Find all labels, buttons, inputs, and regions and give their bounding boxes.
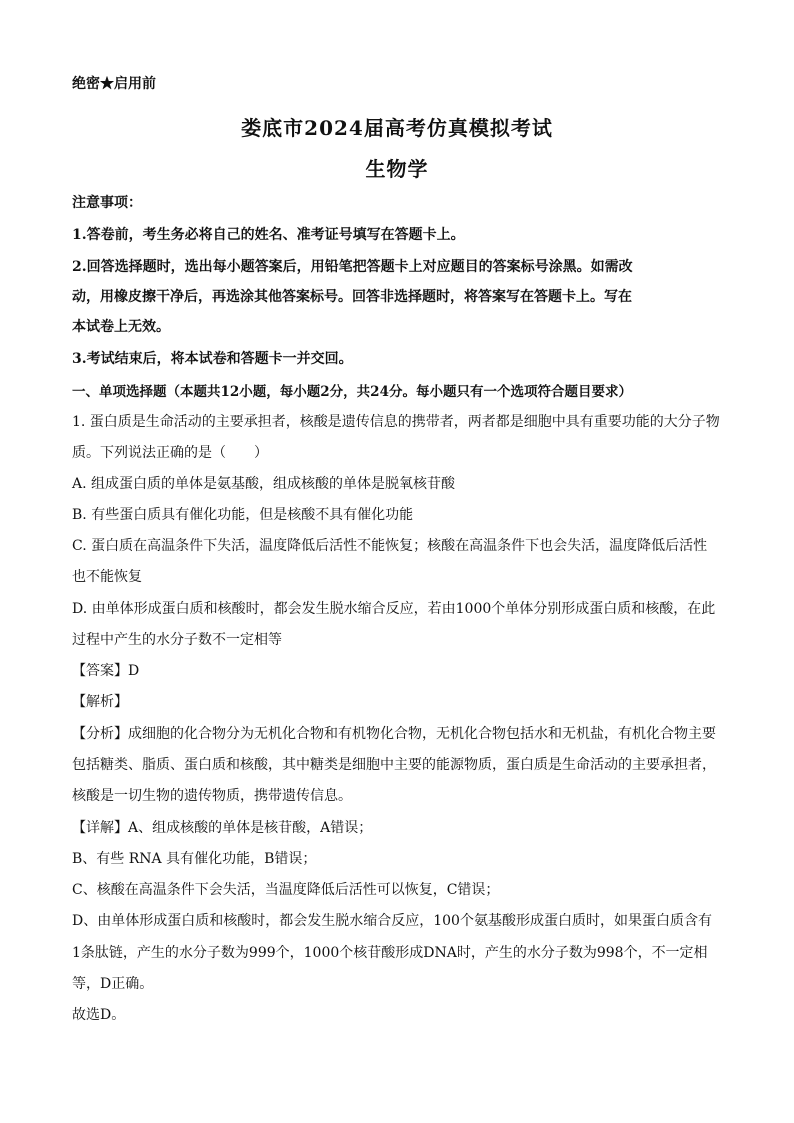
subject-title: 生物学 xyxy=(365,157,429,181)
analysis-line-3: 核酸是一切生物的遗传物质，携带遗传信息。 xyxy=(72,788,352,804)
analysis-line-2: 包括糖类、脂质、蛋白质和核酸，其中糖类是细胞中主要的能源物质，蛋白质是生命活动的主要承担者， xyxy=(72,757,716,773)
section-heading: 一、单项选择题（本题共12小题，每小题2分，共24分。每小题只有一个选项符合题目要求） xyxy=(72,384,632,400)
analysis-line-1: 【分析】成细胞的化合物分为无机化合物和有机物化合物，无机化合物包括水和无机盐，有机化合物主要 xyxy=(72,726,716,742)
notice-item-2-line-2: 动，用橡皮擦干净后，再选涂其他答案标号。回答非选择题时，将答案写在答题卡上。写在 xyxy=(72,289,632,305)
detail-line-3: C、核酸在高温条件下会失活，当温度降低后活性可以恢复，C错误； xyxy=(72,882,500,898)
question-stem-line-2: 质。下列说法正确的是（ ） xyxy=(72,445,268,461)
exam-title: 娄底市2024届高考仿真模拟考试 xyxy=(241,116,553,140)
option-c-line-2: 也不能恢复 xyxy=(72,569,142,585)
notice-item-3: 3.考试结束后，将本试卷和答题卡一并交回。 xyxy=(72,351,353,367)
question-stem-line-1: 1. 蛋白质是生命活动的主要承担者，核酸是遗传信息的携带者，两者都是细胞中具有重要功能的大分子物 xyxy=(72,414,720,430)
detail-line-5: 1条肽链，产生的水分子数为999个，1000个核苷酸形成DNA时，产生的水分子数为998个，不一定相 xyxy=(72,945,708,961)
detail-line-1: 【详解】A、组成核酸的单体是核苷酸，A错误； xyxy=(72,820,373,836)
secret-label: 绝密★启用前 xyxy=(72,76,156,92)
option-b: B. 有些蛋白质具有催化功能，但是核酸不具有催化功能 xyxy=(72,507,414,523)
option-d-line-1: D. 由单体形成蛋白质和核酸时，都会发生脱水缩合反应，若由1000个单体分别形成蛋白质和核酸，在此 xyxy=(72,601,716,617)
detail-line-4: D、由单体形成蛋白质和核酸时，都会发生脱水缩合反应，100个氨基酸形成蛋白质时，如果蛋白质含有 xyxy=(72,913,712,929)
conclusion-line: 故选D。 xyxy=(72,1007,126,1023)
option-d-line-2: 过程中产生的水分子数不一定相等 xyxy=(72,632,282,648)
option-c-line-1: C. 蛋白质在高温条件下失活，温度降低后活性不能恢复；核酸在高温条件下也会失活，温度降低后活性 xyxy=(72,538,708,554)
notice-item-2-line-1: 2.回答选择题时，选出每小题答案后，用铅笔把答题卡上对应题目的答案标号涂黑。如需改 xyxy=(72,259,633,275)
notice-item-1: 1.答卷前，考生务必将自己的姓名、准考证号填写在答题卡上。 xyxy=(72,227,465,243)
notice-heading: 注意事项： xyxy=(72,195,142,211)
notice-item-2-line-3: 本试卷上无效。 xyxy=(72,319,170,335)
option-a: A. 组成蛋白质的单体是氨基酸，组成核酸的单体是脱氧核苷酸 xyxy=(72,476,456,492)
detail-line-6: 等，D正确。 xyxy=(72,976,154,992)
detail-line-2: B、有些 RNA 具有催化功能，B错误； xyxy=(72,851,317,867)
answer-line: 【答案】D xyxy=(72,663,140,679)
analysis-label: 【解析】 xyxy=(72,694,128,710)
